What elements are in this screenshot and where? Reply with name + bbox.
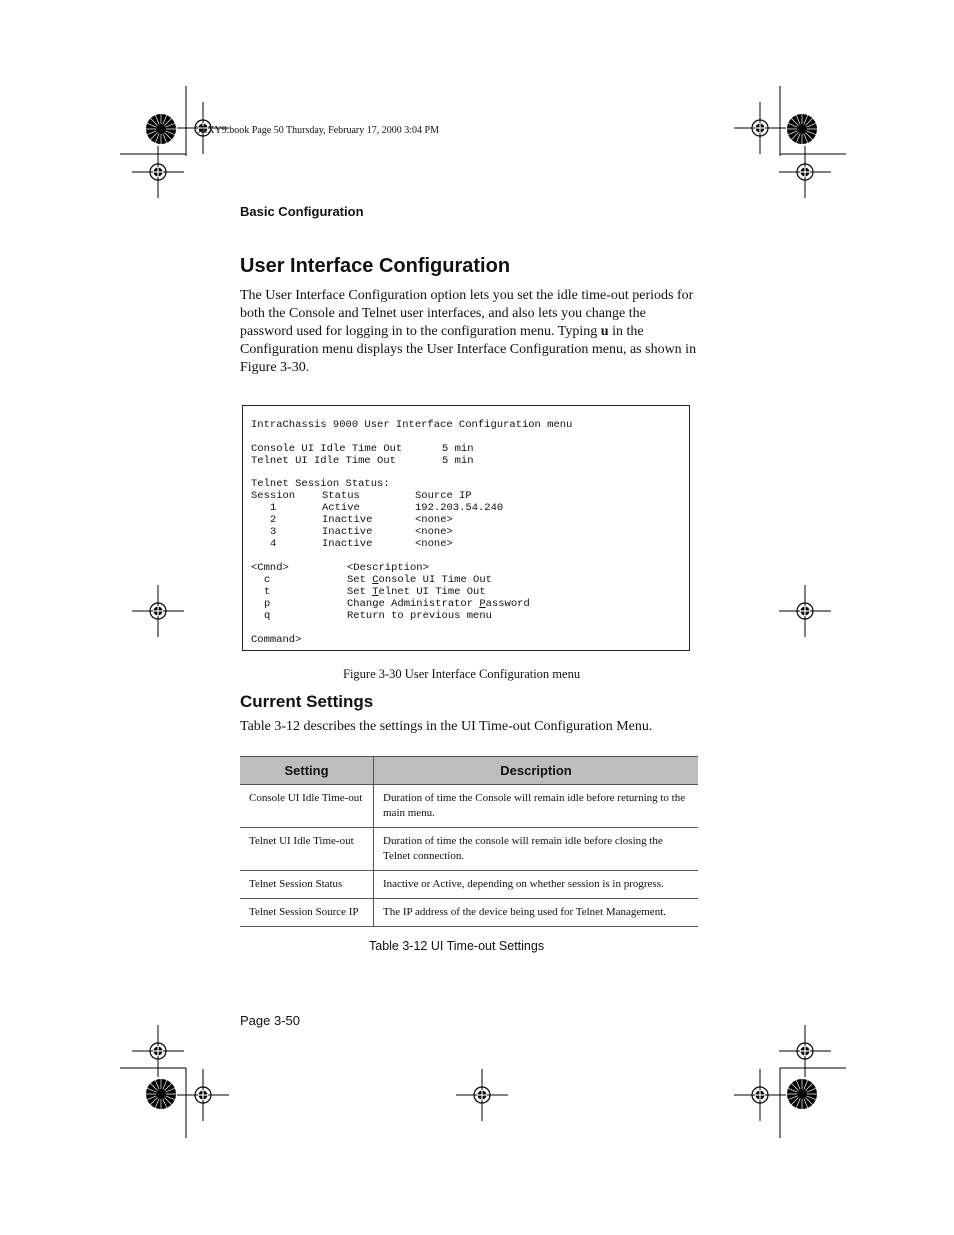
print-header: GLXY9.book Page 50 Thursday, February 17, 2000 3:04 PM [194,125,439,136]
col-status: Status [322,490,360,502]
table-row [240,871,698,899]
session-id: 1 [270,502,277,514]
session-status: Inactive [322,526,373,538]
session-ip: 192.203.54.240 [415,502,504,514]
setting-cell: Console UI Idle Time-out [240,785,374,828]
col-source-ip: Source IP [415,490,472,502]
session-id: 3 [270,526,277,538]
settings-table [240,756,698,927]
col-session: Session [251,490,296,502]
session-ip: <none> [415,538,453,550]
description-cell: Duration of time the Console will remain idle before returning to the main menu. [374,785,699,828]
table-intro: Table 3-12 describes the settings in the UI Time-out Configuration Menu. [240,719,653,734]
terminal-title: IntraChassis 9000 User Interface Configuration menu [251,419,573,431]
session-status: Inactive [322,538,373,550]
column-header-description: Description [374,757,699,785]
section-heading: Current Settings [240,692,374,711]
cmd-description: Return to previous menu [347,610,492,622]
desc-header: <Description> [347,562,429,574]
console-timeout-value: 5 min [442,443,474,455]
cmd-key: q [264,610,271,622]
session-status-heading: Telnet Session Status: [251,478,390,490]
session-status: Active [322,502,360,514]
keystroke-u: u [600,324,609,339]
cmd-header: <Cmnd> [251,562,289,574]
session-status: Inactive [322,514,373,526]
table-header-row [240,757,698,785]
setting-cell: Telnet Session Source IP [240,899,374,927]
page-number: Page 3-50 [240,1013,300,1028]
command-prompt: Command> [251,634,302,646]
column-header-setting: Setting [240,757,374,785]
description-cell: The IP address of the device being used for Telnet Management. [374,899,699,927]
console-timeout-label: Console UI Idle Time Out [251,443,403,455]
table-row [240,828,698,871]
setting-cell: Telnet UI Idle Time-out [240,828,374,871]
description-cell: Duration of time the console will remain idle before closing the Telnet connection. [374,828,699,871]
page-title: User Interface Configuration [240,255,511,277]
session-ip: <none> [415,526,453,538]
running-header: Basic Configuration [240,204,364,219]
terminal-screenshot [242,405,690,651]
cmd-key: p [264,598,271,610]
intro-paragraph: The User Interface Configuration option lets you set the idle time-out periods for both the Console and Telnet user interfaces, and also lets you change the password used for logging in to the configuration menu. Typing u in the Configuration menu displays the User Interface Configuration menu, as shown in Figure 3-30. [240,288,697,375]
session-id: 2 [270,514,277,526]
session-ip: <none> [415,514,453,526]
cmd-key: t [264,586,271,598]
telnet-timeout-label: Telnet UI Idle Time Out [251,455,396,467]
figure-caption: Figure 3-30 User Interface Configuration menu [343,667,581,681]
session-id: 4 [270,538,277,550]
cmd-key: c [264,574,271,586]
telnet-timeout-value: 5 min [442,455,474,467]
setting-cell: Telnet Session Status [240,871,374,899]
table-caption: Table 3-12 UI Time-out Settings [369,939,545,953]
cmd-description: Set Telnet UI Time Out [347,586,486,598]
table-row [240,785,698,828]
cmd-description: Set Console UI Time Out [347,574,492,586]
description-cell: Inactive or Active, depending on whether session is in progress. [374,871,699,899]
table-row [240,899,698,927]
cmd-description: Change Administrator Password [347,598,530,610]
